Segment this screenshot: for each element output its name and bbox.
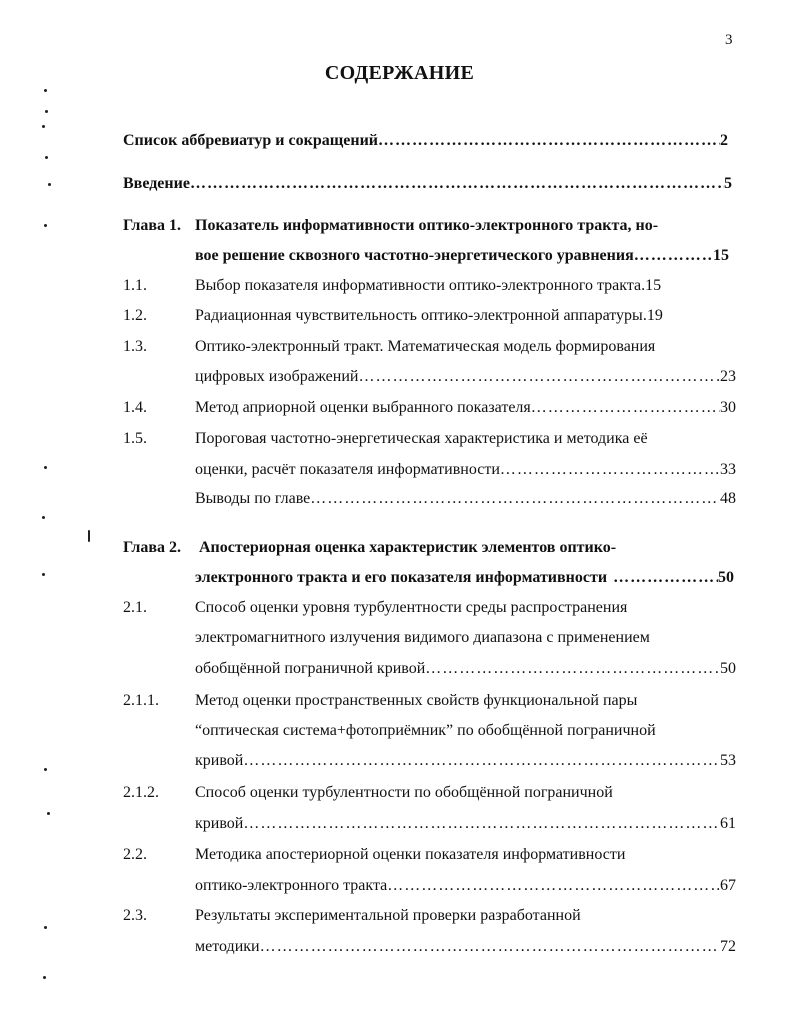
section-number: 2.2. <box>123 846 147 863</box>
scan-speck <box>44 768 47 771</box>
toc-section-1-5-line1[interactable] <box>195 429 736 449</box>
toc-entry-page: 53 <box>720 752 736 769</box>
section-number: 1.3. <box>123 338 147 355</box>
toc-entry-label: Способ оценки турбулентности по обобщённой пограничной <box>195 784 613 801</box>
section-number: 2.3. <box>123 907 147 924</box>
toc-entry-page: 5 <box>724 175 732 192</box>
toc-entry-label: Выбор показателя информативности оптико-электронного тракта <box>195 277 642 294</box>
toc-section-2-2-line1[interactable] <box>195 845 736 865</box>
scan-speck <box>43 976 46 979</box>
toc-section-2-1-line1[interactable] <box>195 598 736 618</box>
toc-entry-label: Введение <box>123 175 190 192</box>
toc-entry-label-cont: методики <box>195 938 260 955</box>
leader-dots <box>425 659 720 679</box>
toc-entry-label-cont: обобщённой пограничной кривой <box>195 660 426 677</box>
toc-chapter-1-line2[interactable] <box>195 246 729 266</box>
toc-chapter-2-line2[interactable] <box>195 568 734 588</box>
toc-section-1-4[interactable] <box>195 398 736 418</box>
toc-section-2-1-1-line1[interactable] <box>195 691 736 711</box>
scan-speck <box>44 224 47 227</box>
chapter-title-cont: вое решение сквозного частотно-энергетического уравнения <box>195 247 634 264</box>
section-number: 2.1.2. <box>123 784 159 801</box>
toc-section-1-3-line1[interactable] <box>195 337 736 357</box>
toc-entry-label: Результаты экспериментальной проверки разработанной <box>195 907 581 924</box>
toc-entry-page: .15 <box>641 277 662 294</box>
leader-dots <box>260 937 720 957</box>
toc-chapter-1-conclusions[interactable] <box>195 489 736 509</box>
chapter-prefix: Глава 1. <box>123 217 181 234</box>
toc-entry-label-cont: “оптическая система+фотоприёмник” по обобщённой пограничной <box>195 722 656 739</box>
toc-entry-page: 72 <box>720 938 736 955</box>
scan-speck <box>44 89 47 92</box>
chapter-title-cont: электронного тракта и его показателя информативности <box>195 569 608 586</box>
toc-entry-page: 15 <box>713 247 729 264</box>
scan-speck <box>44 466 47 469</box>
section-number: 1.4. <box>123 399 147 416</box>
leader-dots <box>190 174 724 194</box>
scan-speck <box>45 156 48 159</box>
toc-entry-label: Метод априорной оценки выбранного показателя <box>195 399 531 416</box>
toc-section-1-1[interactable] <box>195 276 736 296</box>
toc-section-2-3-line2[interactable] <box>195 937 736 957</box>
toc-entry-page: 33 <box>720 461 736 478</box>
toc-entry-label: Список аббревиатур и сокращений <box>123 132 379 149</box>
section-number: 1.2. <box>123 307 147 324</box>
leader-dots <box>243 751 720 771</box>
toc-section-1-2[interactable] <box>195 306 736 326</box>
leader-dots <box>387 876 720 896</box>
scan-speck <box>44 926 47 929</box>
toc-entry-label: Радиационная чувствительность оптико-электронной аппаратуры <box>195 307 643 324</box>
toc-section-2-1-2-line2[interactable] <box>195 814 736 834</box>
chapter-prefix: Глава 2. <box>123 539 181 556</box>
scan-speck <box>42 125 45 128</box>
toc-section-2-1-1-line2[interactable] <box>195 721 736 741</box>
scan-speck <box>47 812 50 815</box>
toc-entry-page: 61 <box>720 815 736 832</box>
scan-speck <box>45 110 48 113</box>
toc-entry-label-cont: кривой <box>195 752 244 769</box>
toc-section-2-2-line2[interactable] <box>195 876 736 896</box>
leader-dots <box>378 131 720 151</box>
toc-entry-abbreviations[interactable] <box>123 131 728 151</box>
chapter-title: Апостериорная оценка характеристик элементов оптико- <box>199 539 617 556</box>
page-number: 3 <box>725 32 733 48</box>
section-number: 2.1.1. <box>123 692 159 709</box>
toc-entry-label-cont: электромагнитного излучения видимого диапазона с применением <box>195 629 650 646</box>
toc-entry-label-cont: цифровых изображений <box>195 368 359 385</box>
toc-entry-label: Пороговая частотно-энергетическая характеристика и методика её <box>195 430 648 447</box>
toc-entry-introduction[interactable] <box>123 174 732 194</box>
toc-entry-label: Оптико-электронный тракт. Математическая модель формирования <box>195 338 656 355</box>
scan-speck <box>88 530 90 542</box>
toc-entry-label: Метод оценки пространственных свойств функциональной пары <box>195 692 638 709</box>
toc-entry-page: .19 <box>642 307 663 324</box>
leader-dots <box>500 460 720 480</box>
toc-entry-label-cont: кривой <box>195 815 244 832</box>
toc-chapter-1-line1[interactable] <box>123 216 738 236</box>
leader-dots <box>613 568 718 588</box>
page-title: СОДЕРЖАНИЕ <box>324 62 475 84</box>
section-number: 1.1. <box>123 277 147 294</box>
toc-entry-page: 23 <box>720 368 736 385</box>
section-number: 2.1. <box>123 599 147 616</box>
toc-chapter-2-line1[interactable] <box>123 538 738 558</box>
leader-dots <box>531 398 720 418</box>
leader-dots <box>358 367 720 387</box>
scan-speck <box>42 573 45 576</box>
toc-section-2-1-line2[interactable] <box>195 628 736 648</box>
toc-section-1-5-line2[interactable] <box>195 460 736 480</box>
leader-dots <box>243 814 720 834</box>
leader-dots <box>310 489 720 509</box>
toc-entry-page: 48 <box>720 490 736 507</box>
leader-dots <box>634 246 713 266</box>
toc-entry-label: Выводы по главе <box>195 490 311 507</box>
toc-section-1-3-line2[interactable] <box>195 367 736 387</box>
toc-entry-page: 2 <box>720 132 728 149</box>
chapter-title: Показатель информативности оптико-электронного тракта, но- <box>195 217 659 234</box>
toc-entry-label: Способ оценки уровня турбулентности среды распространения <box>195 599 628 616</box>
toc-entry-label-cont: оптико-электронного тракта <box>195 877 388 894</box>
toc-entry-label: Методика апостериорной оценки показателя информативности <box>195 846 626 863</box>
toc-section-2-1-2-line1[interactable] <box>195 783 736 803</box>
toc-entry-page: 30 <box>720 399 736 416</box>
scan-speck <box>48 183 51 186</box>
section-number: 1.5. <box>123 430 147 447</box>
toc-section-2-1-1-line3[interactable] <box>195 751 736 771</box>
scan-speck <box>42 516 45 519</box>
toc-entry-label-cont: оценки, расчёт показателя информативности <box>195 461 500 478</box>
toc-section-2-1-line3[interactable] <box>195 659 736 679</box>
toc-entry-page: 50 <box>720 660 736 677</box>
toc-entry-page: 67 <box>720 877 736 894</box>
toc-entry-page: 50 <box>718 569 734 586</box>
toc-section-2-3-line1[interactable] <box>195 906 736 926</box>
